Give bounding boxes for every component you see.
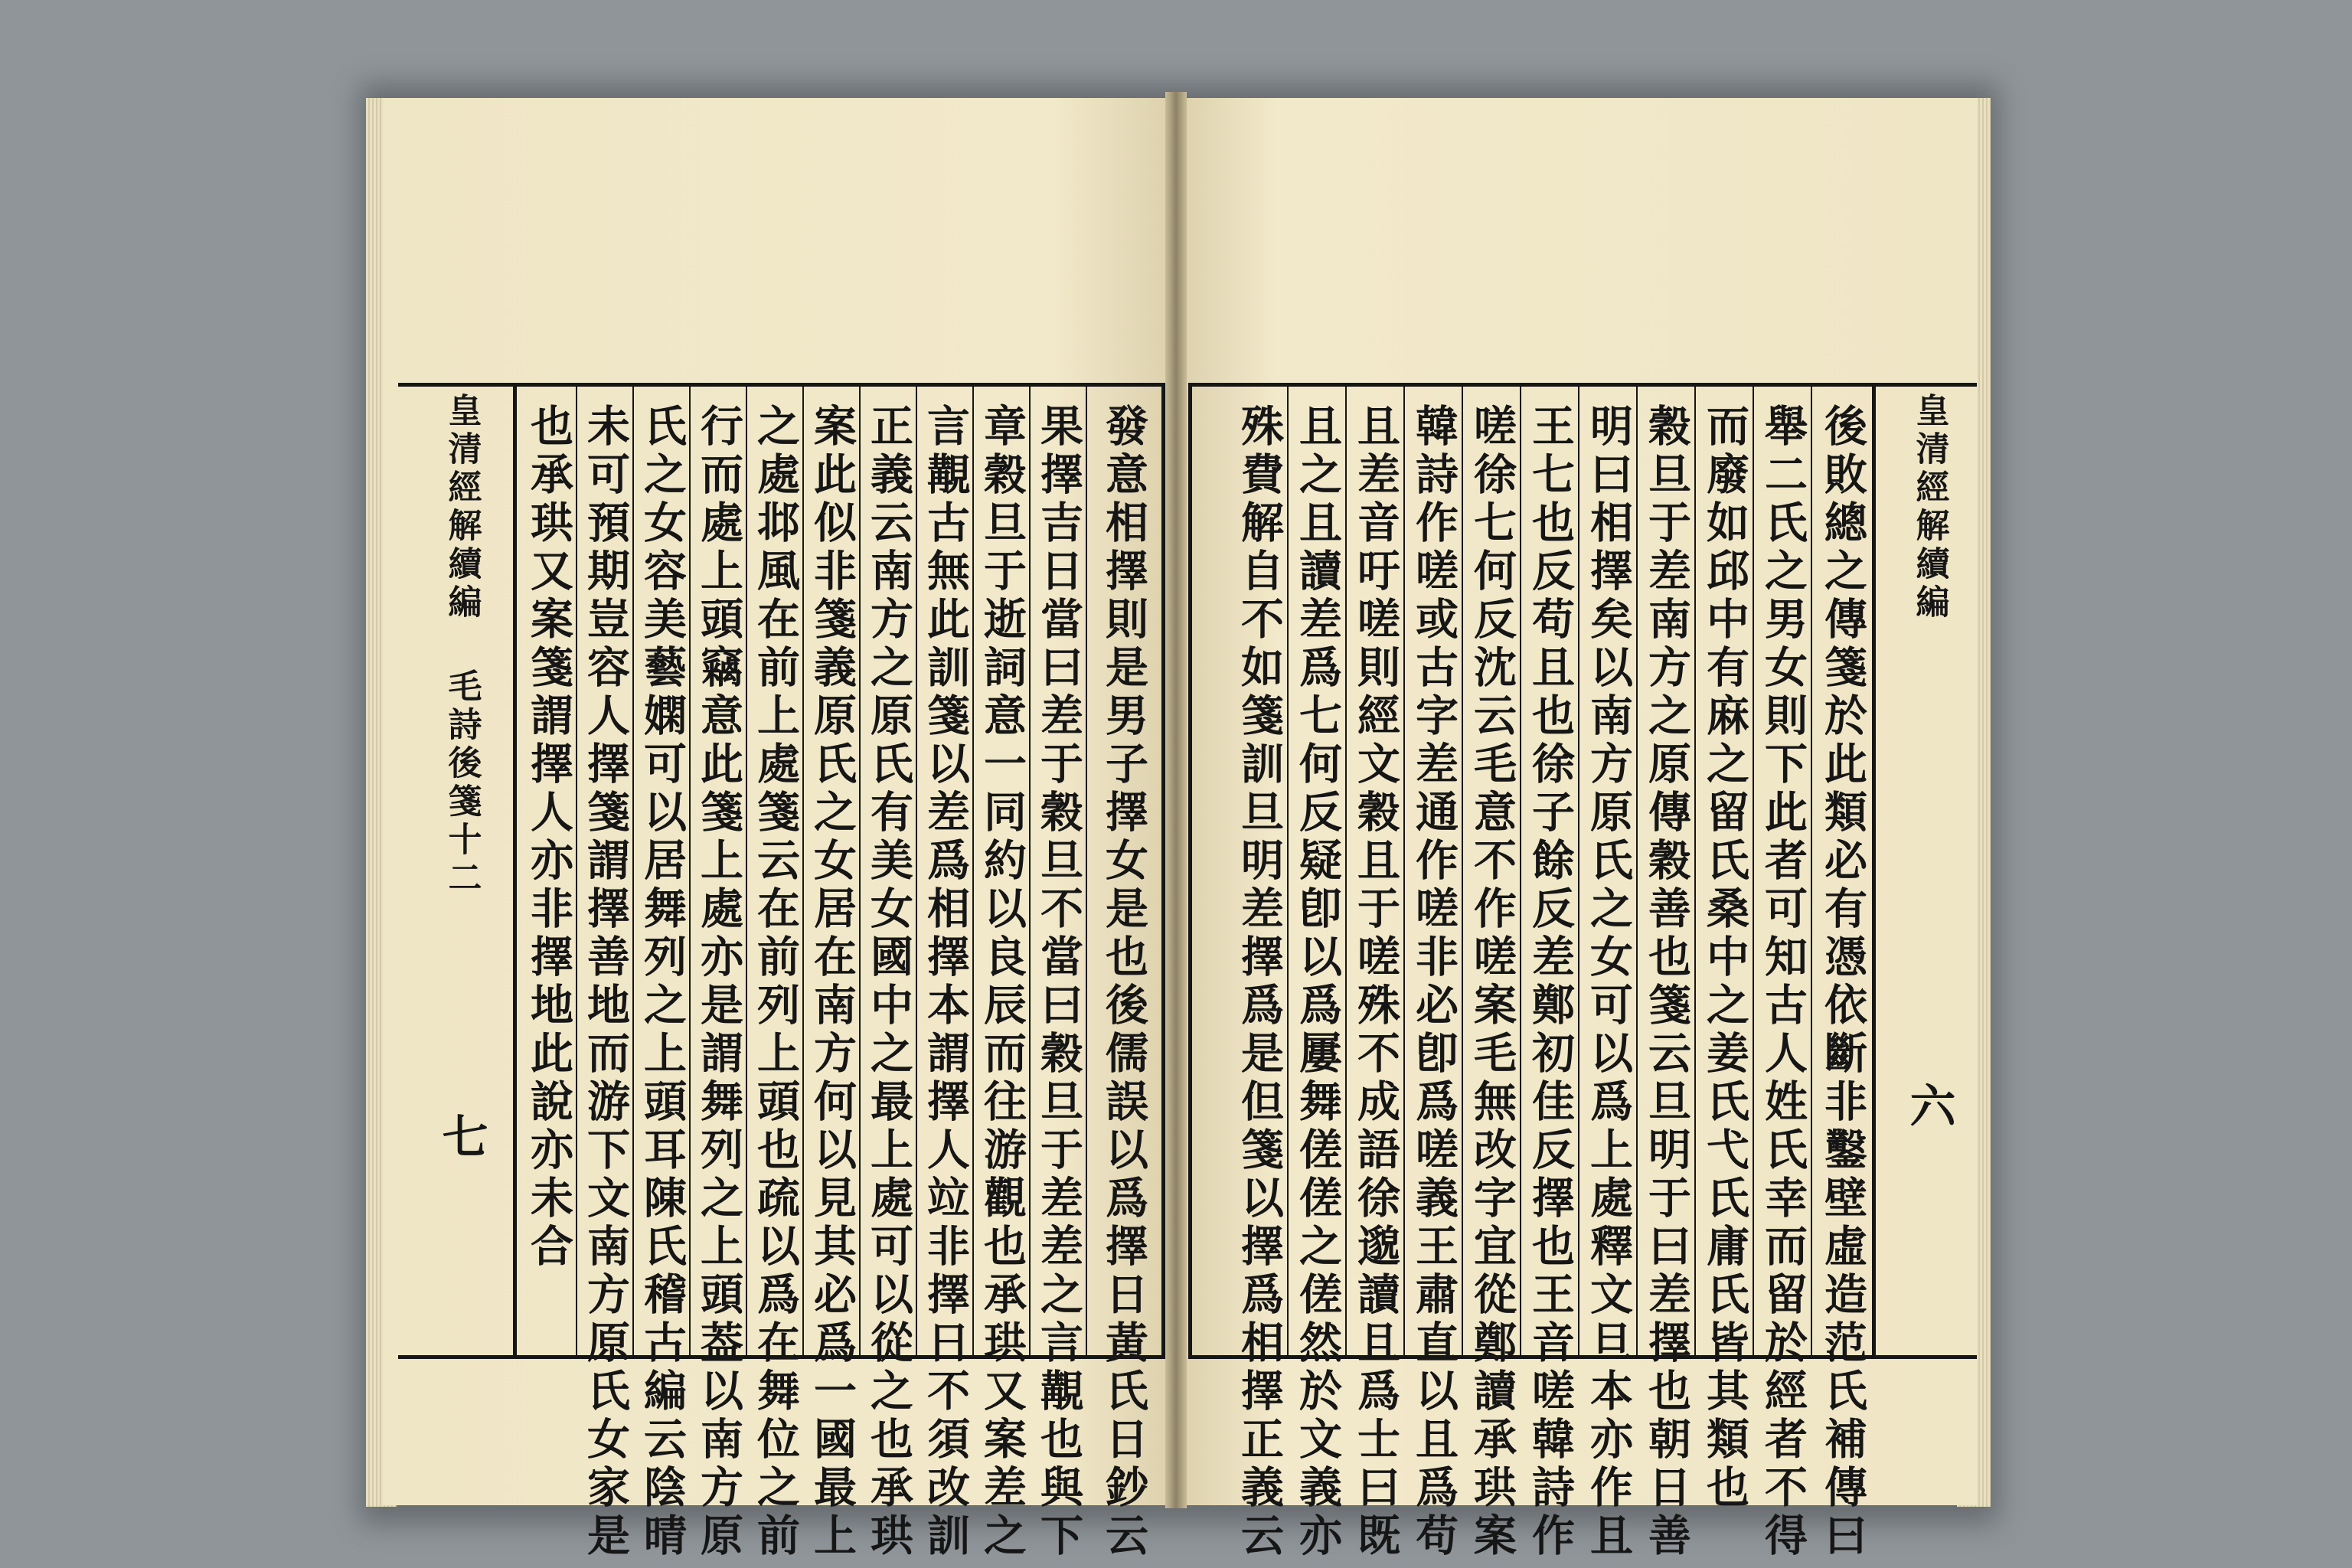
left-text-frame: [398, 383, 1165, 1561]
column-rule: [1345, 387, 1347, 1355]
column-text: 章穀旦于逝詞意一同約以良辰而往游觀也承珙又案差之: [977, 403, 1027, 1561]
book-title: 皇清經解續編: [1909, 393, 1949, 622]
page-number: 七: [434, 1112, 488, 1164]
column-text: 而廢如邱中有麻之留氏桑中之姜氏弋氏庸氏皆其類也: [1700, 403, 1750, 1513]
column-text: 氏之女容美藝嫻可以居舞列之上頭耳陳氏稽古編云陰晴: [637, 403, 688, 1561]
column-rule: [972, 387, 974, 1355]
text-column: [1290, 387, 1345, 1561]
column-text: 且之且讀差爲七何反疑卽以爲屢舞傞傞之傞然於文義亦: [1292, 403, 1343, 1561]
column-text: 之處邶風在前上處箋云在前列上頭也疏以爲在舞位之前: [750, 403, 801, 1561]
text-column: [1465, 387, 1520, 1561]
book-title: 皇清經解續編: [442, 393, 482, 622]
margin-rule: [513, 387, 517, 1355]
text-column: [749, 387, 802, 1561]
column-text: 且差音吁嗟則經文穀且于嗟殊不成語徐邈讀且爲士曰既: [1351, 403, 1401, 1561]
text-column: [1639, 387, 1694, 1561]
column-text: 後敗總之傳箋於此類必有憑依斷非鑿壁虛造范氏補傳曰: [1818, 403, 1868, 1561]
column-text: 殊費解自不如箋訓旦明差擇爲是但箋以擇爲相擇正義云: [1234, 403, 1285, 1561]
text-column: [1348, 387, 1403, 1561]
column-rule: [632, 387, 634, 1355]
column-text: 言覯古無此訓箋以差爲相擇本謂擇人竝非擇日不須改訓: [920, 403, 971, 1561]
column-rule: [802, 387, 804, 1355]
right-text-frame: [1188, 383, 1977, 1561]
text-column: [1032, 387, 1086, 1561]
column-text: 發意相擇則是男子擇女是也後儒誤以爲擇日黃氏日鈔云: [1099, 403, 1149, 1561]
right-page-margin: [1877, 387, 1981, 1355]
text-column: [1232, 387, 1287, 1561]
column-text: 未可預期豈容人擇箋謂擇善地而游下文南方原氏女家是: [580, 403, 631, 1561]
column-text: 嗟徐七何反沈云毛意不作嗟案毛無改字宜從鄭讀承珙案: [1467, 403, 1517, 1561]
text-column: [1697, 387, 1753, 1513]
column-rule: [1086, 387, 1087, 1355]
column-rule: [576, 387, 577, 1355]
column-text: 韓詩作嗟或古字差通作嗟非必卽爲嗟義王肅直以且爲苟: [1409, 403, 1459, 1561]
column-rule: [689, 387, 691, 1355]
column-rule: [859, 387, 861, 1355]
column-rule: [1694, 387, 1696, 1355]
margin-column: [413, 387, 509, 1355]
text-column: [635, 387, 689, 1561]
column-text: 舉二氏之男女則下此者可知古人姓氏幸而留於經者不得: [1758, 403, 1808, 1561]
column-text: 正義云南方之原氏有美女國中之最上處可以從之也承珙: [864, 403, 914, 1561]
column-rule: [1403, 387, 1405, 1355]
column-rule: [1811, 387, 1812, 1355]
column-rule: [1462, 387, 1463, 1355]
left-page-margin: [413, 387, 509, 1355]
text-column: [1093, 387, 1155, 1561]
column-text: 也承珙又案箋謂擇人亦非擇地此說亦未合: [524, 403, 574, 1272]
column-rule: [1029, 387, 1031, 1355]
column-text: 果擇吉日當曰差于穀旦不當曰穀旦于差差之言覯也與下: [1034, 403, 1084, 1561]
column-rule: [746, 387, 747, 1355]
text-column: [919, 387, 972, 1561]
column-rule: [1578, 387, 1579, 1355]
text-column: [1814, 387, 1872, 1561]
margin-rule: [1872, 387, 1876, 1355]
text-column: [1406, 387, 1462, 1561]
text-column: [579, 387, 632, 1561]
column-text: 王七也反苟且也徐子餘反差鄭初佳反擇也王音嗟韓詩作: [1525, 403, 1576, 1561]
column-text: 明曰相擇矣以南方原氏之女可以爲上處釋文旦本亦作且: [1583, 403, 1634, 1561]
section-title: 毛詩後箋十二: [442, 668, 482, 898]
text-column: [1523, 387, 1578, 1561]
page-number: 六: [1902, 1082, 1956, 1133]
column-rule: [1636, 387, 1638, 1355]
column-rule: [1753, 387, 1754, 1355]
text-column: [805, 387, 859, 1561]
text-column: [862, 387, 916, 1561]
text-column: [1581, 387, 1636, 1561]
column-rule: [1287, 387, 1289, 1355]
text-column: [522, 387, 576, 1355]
text-column: [1756, 387, 1811, 1561]
column-text: 案此似非箋義原氏之女居在南方何以見其必爲一國最上: [807, 403, 858, 1561]
text-column: [692, 387, 746, 1561]
text-column: [975, 387, 1029, 1561]
column-rule: [916, 387, 917, 1355]
column-rule: [1520, 387, 1521, 1355]
column-text: 穀旦于差南方之原傳穀善也箋云旦明于曰差擇也朝日善: [1642, 403, 1692, 1561]
book-gutter: [1165, 92, 1187, 1508]
margin-column: [1877, 387, 1981, 1355]
column-text: 行而處上頭竊意此箋上處亦是謂舞列之上頭葢以南方原: [694, 403, 744, 1561]
